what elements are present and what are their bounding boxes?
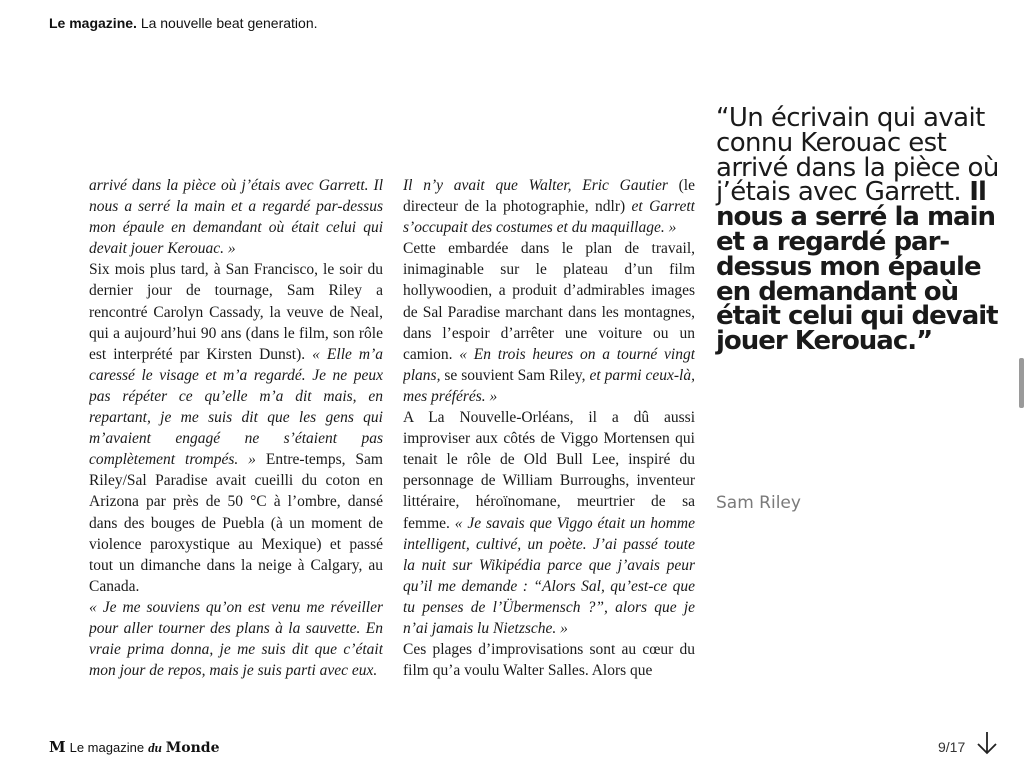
arrow-down-icon[interactable] — [975, 730, 999, 756]
logo-du: du — [148, 740, 162, 755]
column2-paragraph-2-quote-d: et parmi ceux-là, mes préférés. » — [403, 366, 695, 405]
column2-paragraph-2 — [403, 238, 695, 407]
column2-paragraph-3 — [403, 407, 695, 639]
column2-paragraph-3-text-a: A La Nouvelle-Orléans, il a dû aussi improviser aux côtés de Viggo Mortensen qui tenait le rôle de Old Bull Lee, inspiré du personnage de William Burroughs, inventeur littéraire, héroïnomane, meurtrier de sa femme. — [403, 409, 695, 532]
header-tagline: La nouvelle beat generation. — [140, 15, 318, 31]
scrollbar-thumb[interactable] — [1019, 358, 1024, 408]
logo-m-icon: M — [49, 738, 66, 756]
column2-paragraph-1-quote-a: Il n’y avait que Walter, Eric Gautier — [403, 177, 668, 194]
column2-paragraph-4: Ces plages d’improvisations sont au cœur du film qu’a voulu Walter Salles. Alors que — [403, 641, 695, 680]
logo-text: Le magazine — [69, 740, 145, 755]
column1-paragraph-2-text-a: Six mois plus tard, à San Francisco, le soir du dernier jour de tournage, Sam Riley a rencontré Carolyn Cassady, la veuve de Neal, qui a aujourd’hui 90 ans (dans le film, son rôle est interprété par Kirsten Dunst). — [89, 261, 383, 363]
column1-paragraph-2-text-c: Entre-temps, Sam Riley/Sal Paradise avait cueilli du coton en Arizona par près de 50 °C à l’ombre, dansé dans des bouges de Puebla (à un moment de violence paroxystique au Mexique) et passé tout un dimanche dans la neige à Calgary, au Canada. — [89, 451, 383, 595]
pull-quote-author: Sam Riley — [716, 493, 801, 513]
pull-quote-light: “Un écrivain qui avait connu Kerouac est arrivé dans la pièce où j’étais avec Garrett. — [716, 103, 999, 208]
pull-quote-bold: Il nous a serré la main et a regardé par-dessus mon épaule en demandant où était celui qui devait jouer Kerouac.” — [716, 177, 998, 357]
column2-paragraph-3-quote-b: « Je savais que Viggo était un homme intelligent, cultivé, un poète. J’ai passé toute la nuit sur Wikipédia parce que j’avais peur qu’il me demande : “Alors Sal, qu’est-ce que tu penses de l’Übermensch ?”, alors que je n’ai jamais lu Nietzsche. » — [403, 514, 695, 637]
magazine-label: Le magazine. — [49, 15, 137, 31]
logo-monde: Monde — [165, 740, 220, 756]
header — [49, 15, 318, 31]
article-column-1 — [89, 175, 383, 685]
column1-paragraph-2 — [89, 259, 383, 597]
footer-logo[interactable] — [49, 738, 220, 756]
pull-quote — [716, 103, 1016, 357]
page-number: 9/17 — [938, 739, 966, 755]
column2-paragraph-2-text-c: se souvient Sam Riley, — [440, 366, 590, 384]
column1-paragraph-2-quote: « Elle m’a caressé le visage et m’a regardé. Je ne peux pas répéter ce qu’elle m’a dit mais, en repartant, je me suis dit que les gens qui m’avaient engagé ne s’étaient pas complètement trompés. » — [89, 345, 383, 469]
article-column-2 — [403, 175, 695, 685]
column2-paragraph-2-text-a: Cette embardée dans le plan de travail, inimaginable sur le plateau d’un film hollywoodien, a produit d’admirables images de Sal Paradise marchant dans les montagnes, dans l’espoir d’arrêter une voiture ou un camion. — [403, 240, 695, 363]
column2-paragraph-2-quote-b: « En trois heures on a tourné vingt plans, — [403, 345, 695, 384]
column2-paragraph-1 — [403, 175, 695, 238]
column2-paragraph-1-aside: (le directeur de la photographie, ndlr) — [403, 177, 695, 216]
column1-paragraph-3: « Je me souviens qu’on est venu me réveiller pour aller tourner des plans à la sauvette. En vraie prima donna, je me suis dit que c’était mon jour de repos, mais je suis parti avec eux. — [89, 598, 383, 680]
column2-paragraph-1-quote-c: et Garrett s’occupait des costumes et du maquillage. » — [403, 198, 695, 237]
column1-paragraph-1: arrivé dans la pièce où j’étais avec Garrett. Il nous a serré la main et a regardé par-dessus mon épaule en demandant où était celui qui devait jouer Kerouac. » — [89, 177, 383, 258]
